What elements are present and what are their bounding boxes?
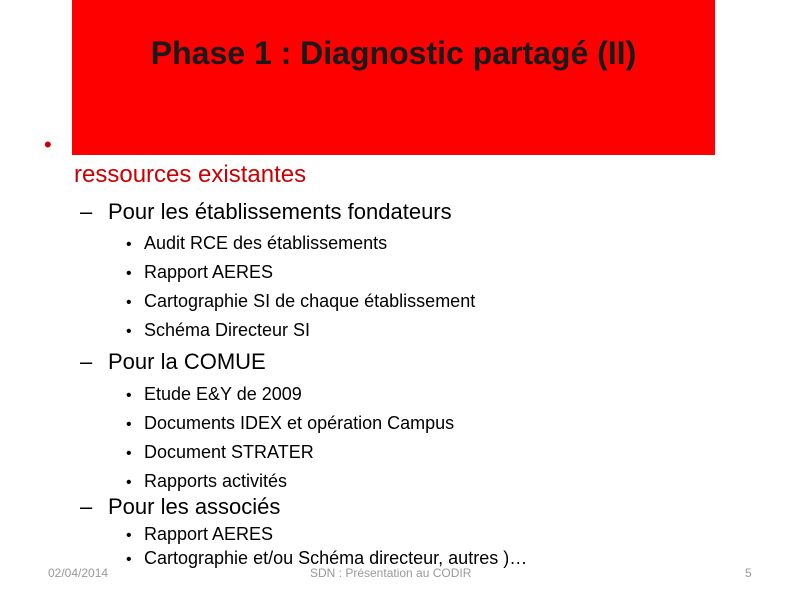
group-heading-associes: – Pour les associés — [80, 494, 281, 519]
list-item: • Documents IDEX et opération Campus — [126, 413, 455, 433]
footer-caption: SDN : Présentation au CODIR — [310, 566, 472, 580]
list-item: • Cartographie SI de chaque établissement — [126, 291, 476, 311]
list-item: • Rapport AERES — [126, 524, 274, 544]
list-item: • Etude E&Y de 2009 — [126, 384, 302, 404]
list-item: • Schéma Directeur SI — [126, 320, 311, 340]
group-heading-fondateurs: – Pour les établissements fondateurs — [80, 199, 452, 224]
list-item: • Rapport AERES — [126, 262, 274, 282]
level1-line: ressources existantes — [74, 161, 307, 188]
list-item: • Audit RCE des établissements — [126, 233, 388, 253]
footer-date: 02/04/2014 — [48, 566, 109, 580]
list-item: • Rapports activités — [126, 471, 288, 491]
title-block — [72, 0, 715, 155]
list-item: • Cartographie et/ou Schéma directeur, autres )… — [126, 548, 528, 568]
page-number: 5 — [745, 566, 752, 580]
list-item: • Document STRATER — [126, 442, 314, 462]
slide-title: Phase 1 : Diagnostic partagé (II) — [150, 35, 637, 71]
group-heading-comue: – Pour la COMUE — [80, 349, 266, 374]
level1-bullet: • — [44, 132, 52, 157]
